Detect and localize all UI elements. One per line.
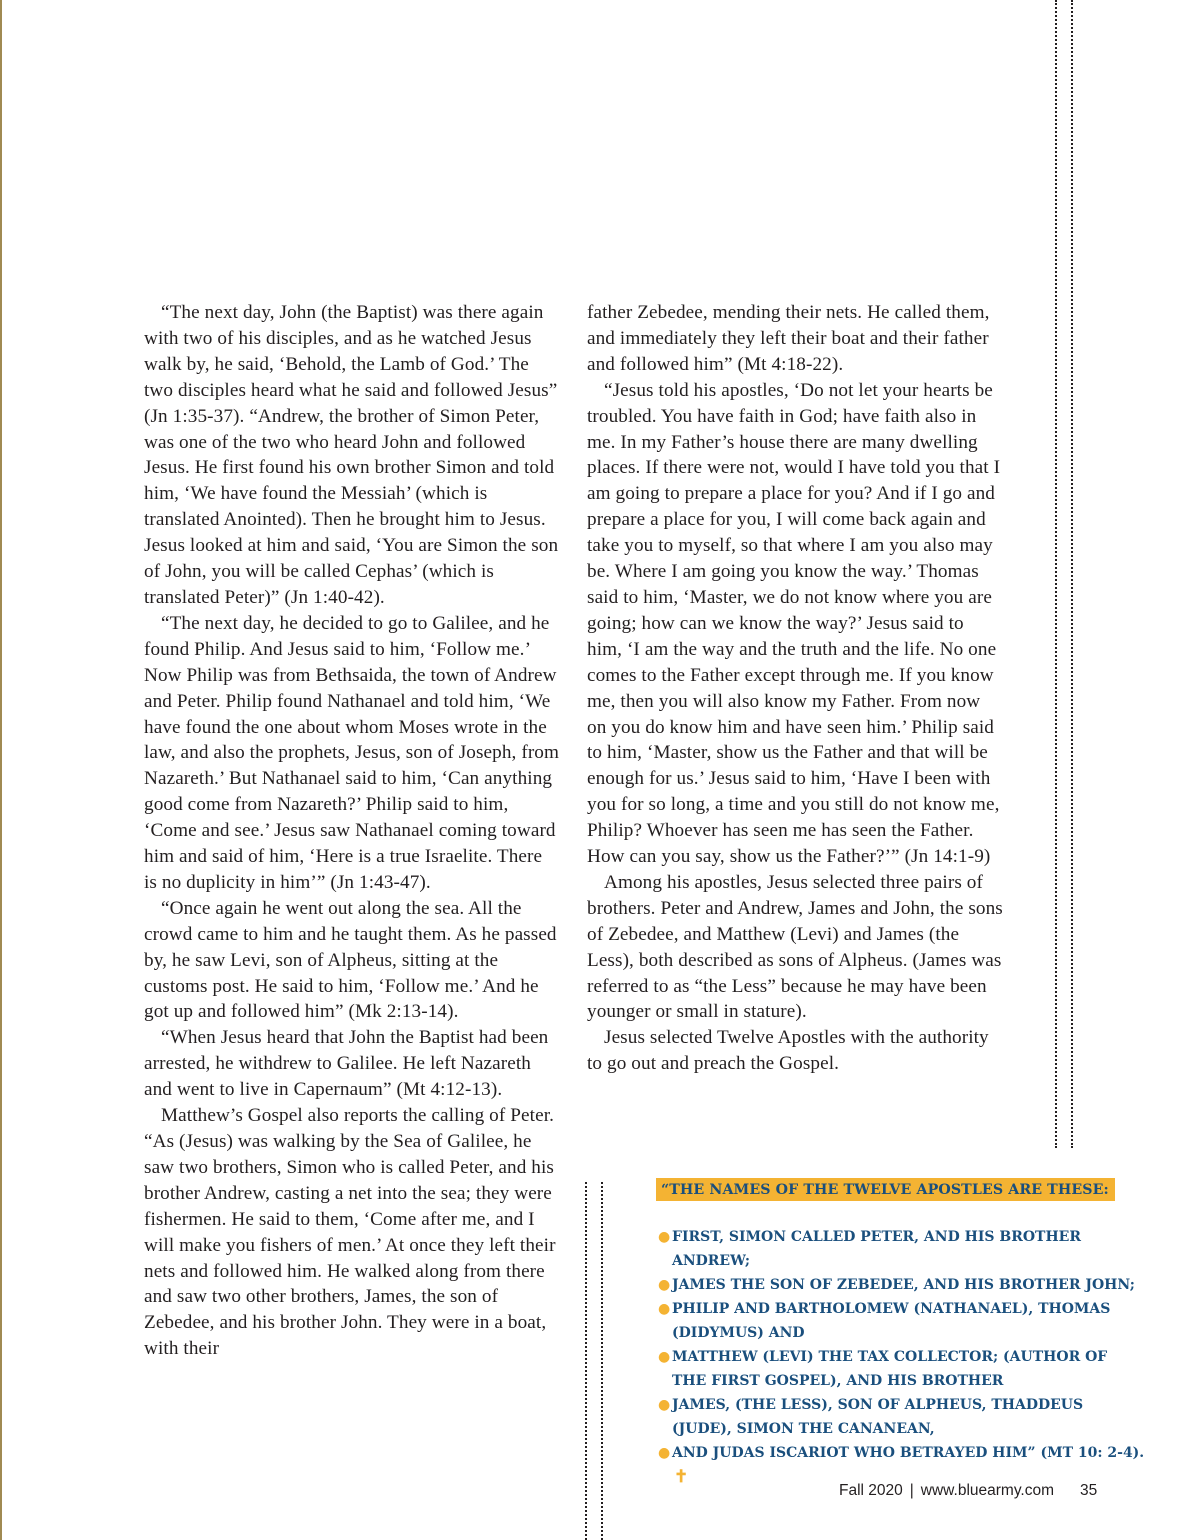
list-item-text: AND JUDAS ISCARIOT WHO BETRAYED HIM” (MT 10: 2-4). (672, 1445, 1145, 1461)
body-paragraph: Jesus selected Twelve Apostles with the authority to go out and preach the Gospel. (587, 1027, 989, 1075)
article-column-left (144, 300, 560, 1362)
body-paragraph: “Jesus told his apostles, ‘Do not let your hearts be troubled. You have faith in God; have faith also in me. In my Father’s house there are many dwelling places. If there were not, would I have told you that I am going to prepare a place for you? And if I go and prepare a place for you, I will come back again and take you to myself, so that where I am you also may be. Where I am going you know the way.’ Thomas said to him, ‘Master, we do not know where you are going; how can we know the way?’ Jesus said to him, ‘I am the way and the truth and the life. No one comes to the Father except through me. If you know me, then you will also know my Father. From now on you do know him and have seen him.’ Philip said to him, ‘Master, show us the Father and that will be enough for us.’ Jesus said to him, ‘Have I been with you for so long, a time and you still do not know me, Philip? Whoever has seen me has seen the Father. How can you say, show us the Father?’” (Jn 14:1-9) (587, 379, 1001, 868)
body-paragraph-continuation: father Zebedee, mending their nets. He called them, and immediately they left their boat and their father and followed him” (Mt 4:18-22). (587, 302, 990, 375)
list-item (656, 1297, 1146, 1345)
dotted-rule-bottom-left-inner (601, 1182, 603, 1540)
left-margin-rule (0, 0, 2, 1540)
bullet-dot-icon: ● (658, 1445, 671, 1461)
list-item-text: MATTHEW (LEVI) THE TAX COLLECTOR; (AUTHOR OF THE FIRST GOSPEL), AND HIS BROTHER (672, 1349, 1108, 1389)
body-paragraph: “When Jesus heard that John the Baptist had been arrested, he withdrew to Galilee. He left Nazareth and went to live in Capernaum” (Mt 4:12-13). (144, 1027, 549, 1101)
list-item-text: FIRST, SIMON CALLED PETER, AND HIS BROTHER ANDREW; (672, 1229, 1081, 1269)
apostle-list (656, 1225, 1146, 1490)
footer-separator: | (909, 1482, 914, 1499)
dotted-rule-top-right-inner (1055, 0, 1057, 1148)
page-footer (839, 1482, 1097, 1500)
list-item (656, 1225, 1146, 1273)
list-item (656, 1273, 1146, 1297)
bullet-dot-icon: ● (658, 1301, 671, 1317)
bullet-dot-icon: ● (658, 1397, 671, 1413)
bullet-dot-icon: ● (658, 1349, 671, 1365)
dotted-rule-top-right-outer (1071, 0, 1073, 1148)
cross-icon: ✝ (674, 1467, 689, 1487)
article-column-right (587, 300, 1003, 1077)
body-paragraph: Among his apostles, Jesus selected three pairs of brothers. Peter and Andrew, James and John, the sons of Zebedee, and Matthew (Levi) and James (the Less), both described as sons of Alpheus. (James was referred to as “the Less” because he may have been younger or small in stature). (587, 871, 1003, 1023)
list-item (656, 1393, 1146, 1441)
list-item (656, 1345, 1146, 1393)
body-paragraph: “The next day, John (the Baptist) was there again with two of his disciples, and as he watched Jesus walk by, he said, ‘Behold, the Lamb of God.’ The two disciples heard what he said and followed Jesus” (Jn 1:35-37). “Andrew, the brother of Simon Peter, was one of the two who heard John and followed Jesus. He first found his own brother Simon and told him, ‘We have found the Messiah’ (which is translated Anointed). Then he brought him to Jesus. Jesus looked at him and said, ‘You are Simon the son of John, you will be called Cephas’ (which is translated Peter)” (Jn 1:40-42). (144, 302, 559, 608)
bullet-dot-icon: ● (658, 1277, 671, 1293)
list-item-text: JAMES THE SON OF ZEBEDEE, AND HIS BROTHER JOHN; (672, 1277, 1135, 1293)
page-number: 35 (1080, 1482, 1098, 1499)
body-paragraph: Matthew’s Gospel also reports the calling of Peter. “As (Jesus) was walking by the Sea of Galilee, he saw two brothers, Simon who is called Peter, and his brother Andrew, casting a net into the sea; they were fishermen. He said to them, ‘Come after me, and I will make you fishers of men.’ At once they left their nets and followed him. He walked along from there and saw two other brothers, James, the son of Zebedee, and his brother John. They were in a boat, with their (144, 1105, 556, 1360)
apostles-sidebar (656, 1178, 1146, 1490)
body-paragraph: “Once again he went out along the sea. All the crowd came to him and he taught them. As he passed by, he saw Levi, son of Alpheus, sitting at the customs post. He said to him, ‘Follow me.’ And he got up and followed him” (Mk 2:13-14). (144, 897, 557, 1023)
sidebar-heading: “THE NAMES OF THE TWELVE APOSTLES ARE THESE: (656, 1178, 1115, 1201)
issue-label: Fall 2020 (839, 1482, 903, 1499)
list-item-text: PHILIP AND BARTHOLOMEW (NATHANAEL), THOMAS (DIDYMUS) AND (672, 1301, 1111, 1341)
body-paragraph: “The next day, he decided to go to Galilee, and he found Philip. And Jesus said to him, ‘Follow me.’ Now Philip was from Bethsaida, the town of Andrew and Peter. Philip found Nathanael and told him, ‘We have found the one about whom Moses wrote in the law, and also the prophets, Jesus, son of Joseph, from Nazareth.’ But Nathanael said to him, ‘Can anything good come from Nazareth?’ Philip said to him, ‘Come and see.’ Jesus saw Nathanael coming toward him and said of him, ‘Here is a true Israelite. There is no duplicity in him’” (Jn 1:43-47). (144, 612, 560, 893)
bullet-dot-icon: ● (658, 1229, 671, 1245)
list-item-text: JAMES, (THE LESS), SON OF ALPHEUS, THADDEUS (JUDE), SIMON THE CANANEAN, (672, 1397, 1084, 1437)
website-link[interactable]: www.bluearmy.com (920, 1482, 1055, 1499)
dotted-rule-bottom-left-outer (585, 1182, 587, 1540)
